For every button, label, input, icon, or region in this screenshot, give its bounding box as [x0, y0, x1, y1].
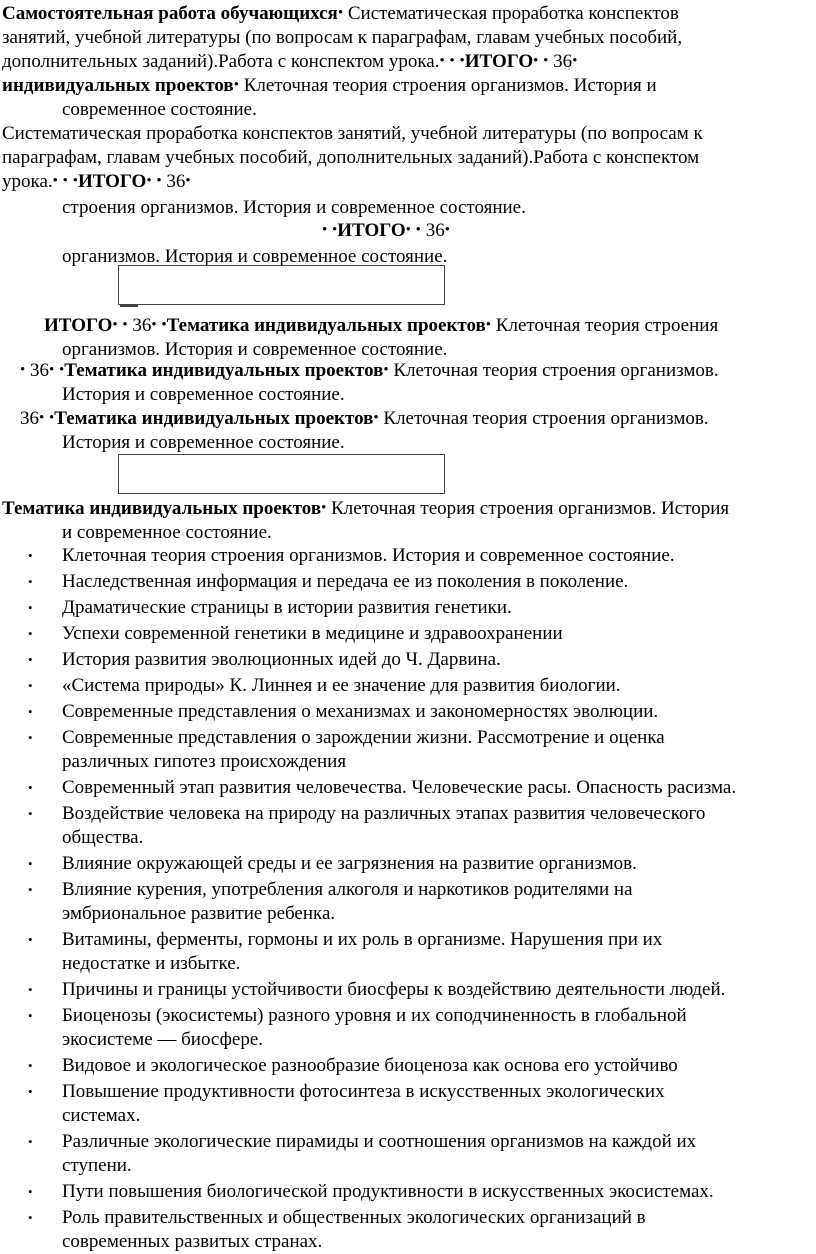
list-bullet-icon: • — [28, 678, 33, 693]
topic-text-line: Влияние окружающей среды и ее загрязнения на развитие организмов. — [62, 853, 637, 874]
list-bullet-icon: • — [28, 932, 33, 947]
bullet-dot: • — [444, 222, 450, 238]
topic-item — [0, 1130, 816, 1178]
list-bullet-icon: • — [28, 856, 33, 871]
topic-text-line: Различные экологические пирамиды и соотношения организмов на каждой их — [62, 1131, 697, 1152]
topic-text-line: Современный этап развития человечества. Человеческие расы. Опасность расизма. — [62, 777, 737, 798]
block5-line-2: История и современное состояние. — [62, 384, 345, 405]
topic-item — [0, 1080, 816, 1128]
bullet-dot: • — [112, 317, 118, 333]
bullet-dot: • — [151, 317, 157, 333]
topic-text-line: Видовое и экологическое разнообразие биоценоза как основа его устойчиво — [62, 1055, 678, 1076]
total-36: 36 — [166, 171, 186, 192]
topic-text-line: Воздействие человека на природу на различных этапах развития человеческого — [62, 803, 706, 824]
header-line-4 — [2, 74, 657, 98]
topic-text-line: Наследственная информация и передача ее из поколения в поколение. — [62, 571, 629, 592]
block3-line-2: организмов. История и современное состояние. — [62, 246, 448, 267]
header-line3-text: дополнительных заданий).Работа с конспектом урока. — [2, 51, 440, 72]
bullet-dot: • — [337, 5, 344, 21]
topic-item — [0, 648, 816, 672]
header-line-3 — [2, 50, 577, 74]
itogo-label: ИТОГО — [77, 171, 147, 192]
block2-line-2: параграфам, главам учебных пособий, дополнительных заданий).Работа с конспектом — [2, 147, 700, 168]
list-bullet-icon: • — [28, 704, 33, 719]
total-36: 36 — [20, 408, 39, 429]
bullet-dot: • — [156, 173, 162, 189]
bullet-dot: • — [52, 173, 58, 189]
list-bullet-icon: • — [28, 730, 33, 745]
block5-rest: Клеточная теория строения организмов. — [388, 360, 719, 381]
list-bullet-icon: • — [28, 1058, 33, 1073]
topic-text-line: Биоценозы (экосистемы) разного уровня и их соподчиненность в глобальной — [62, 1005, 687, 1026]
topic-text-line: История развития эволюционных идей до Ч. Дарвина. — [62, 649, 501, 670]
topics-list — [0, 544, 816, 1254]
bullet-dot: • — [72, 173, 78, 189]
bullet-dot: • — [449, 53, 455, 69]
bullet-dot: • — [49, 410, 55, 426]
topic-text-line: Витамины, ферменты, гормоны и их роль в организме. Нарушения при их — [62, 929, 663, 950]
list-bullet-icon: • — [28, 600, 33, 615]
list-bullet-icon: • — [28, 1084, 33, 1099]
list-bullet-icon: • — [28, 982, 33, 997]
bullet-dot: • — [405, 222, 411, 238]
bullet-dot: • — [122, 317, 128, 333]
block2-line3-prefix: урока. — [2, 171, 53, 192]
list-bullet-icon: • — [28, 652, 33, 667]
list-bullet-icon: • — [28, 626, 33, 641]
topic-text-line: экосистеме — биосфере. — [62, 1029, 264, 1050]
topic-text-line: Клеточная теория строения организмов. История и современное состояние. — [62, 545, 675, 566]
topic-item — [0, 978, 816, 1002]
topic-item — [0, 1054, 816, 1078]
topic-text-line: Повышение продуктивности фотосинтеза в искусственных экологических — [62, 1081, 665, 1102]
block4-rest: Клеточная теория строения — [491, 315, 719, 336]
topic-item — [0, 776, 816, 800]
header-line1-rest: Систематическая проработка конспектов — [343, 3, 679, 24]
block6-line-1 — [20, 407, 709, 431]
topic-text-line: Успехи современной генетики в медицине и здравоохранении — [62, 623, 563, 644]
bullet-dot: • — [185, 173, 191, 189]
list-bullet-icon: • — [28, 780, 33, 795]
bullet-dot: • — [321, 500, 327, 516]
block4-line-2: организмов. История и современное состояние. — [62, 339, 448, 360]
total-36: 36 — [30, 360, 50, 381]
block2-line-3 — [2, 170, 191, 194]
bullet-dot: • — [49, 362, 55, 378]
list-bullet-icon: • — [28, 882, 33, 897]
topic-text-line: Влияние курения, употребления алкоголя и наркотиков родителями на — [62, 879, 633, 900]
topic-item — [0, 544, 816, 568]
total-36: 36 — [425, 220, 445, 241]
topic-item — [0, 928, 816, 976]
bullet-dot: • — [20, 362, 26, 378]
topic-item — [0, 802, 816, 850]
topic-text-line: Современные представления о зарождении жизни. Рассмотрение и оценка — [62, 727, 665, 748]
topic-item — [0, 674, 816, 698]
topic-item — [0, 596, 816, 620]
underline-mark — [120, 305, 138, 307]
projects-theme-heading: Тематика индивидуальных проектов — [54, 408, 374, 429]
list-bullet-icon: • — [28, 1008, 33, 1023]
projects-theme-heading: Тематика индивидуальных проектов — [2, 498, 322, 519]
topic-text-line: различных гипотез происхождения — [62, 751, 347, 772]
bullet-dot: • — [62, 173, 68, 189]
topic-text-line: Современные представления о механизмах и закономерностях эволюции. — [62, 701, 659, 722]
block7-line-2: и современное состояние. — [62, 522, 272, 543]
block7-rest: Клеточная теория строения организмов. История — [326, 498, 730, 519]
projects-theme-heading: Тематика индивидуальных проектов — [64, 360, 384, 381]
bullet-dot: • — [485, 317, 492, 333]
block6-line-2: История и современное состояние. — [62, 432, 345, 453]
total-36: 36 — [553, 51, 573, 72]
block2-line-1: Систематическая проработка конспектов занятий, учебной литературы (по вопросам к — [2, 123, 703, 144]
header-bold-intro: Самостоятельная работа обучающихся — [2, 3, 338, 24]
list-bullet-icon: • — [28, 548, 33, 563]
bullet-dot: • — [233, 77, 239, 93]
bullet-dot: • — [383, 362, 389, 378]
bullet-dot: • — [373, 410, 379, 426]
bullet-dot: • — [415, 222, 421, 238]
topic-text-line: Пути повышения биологической продуктивности в искусственных экосистемах. — [62, 1181, 714, 1202]
block3-itogo-line — [322, 219, 450, 243]
block7-line-1 — [2, 497, 729, 521]
itogo-label: ИТОГО — [337, 220, 406, 241]
list-bullet-icon: • — [28, 1210, 33, 1225]
block6-rest: Клеточная теория строения организмов. — [378, 408, 709, 429]
topic-text-line: общества. — [62, 827, 144, 848]
itogo-label: ИТОГО — [44, 315, 113, 336]
block5-line-1 — [20, 359, 719, 383]
topic-item — [0, 1206, 816, 1254]
topic-text-line: эмбриональное развитие ребенка. — [62, 903, 336, 924]
header-line-5: современное состояние. — [62, 99, 257, 120]
list-bullet-icon: • — [28, 574, 33, 589]
empty-table-cell — [118, 265, 445, 305]
topic-item — [0, 1180, 816, 1204]
bullet-dot: • — [146, 173, 152, 189]
topic-text-line: системах. — [62, 1105, 141, 1126]
bullet-dot: • — [161, 317, 167, 333]
block3-line-1: строения организмов. История и современное состояние. — [62, 197, 526, 218]
topic-text-line: Драматические страницы в истории развития генетики. — [62, 597, 512, 618]
list-bullet-icon: • — [28, 1134, 33, 1149]
topic-item — [0, 878, 816, 926]
empty-table-cell — [118, 454, 445, 494]
bullet-dot: • — [439, 53, 445, 69]
total-36: 36 — [132, 315, 152, 336]
bullet-dot: • — [572, 53, 578, 69]
header-line4-rest: Клеточная теория строения организмов. История и — [238, 75, 657, 96]
topic-text-line: недостатке и избытке. — [62, 953, 241, 974]
topic-item — [0, 852, 816, 876]
topic-text-line: ступени. — [62, 1155, 132, 1176]
list-bullet-icon: • — [28, 1184, 33, 1199]
header-line-2: занятий, учебной литературы (по вопросам к параграфам, главам учебных пособий, — [2, 27, 683, 48]
topic-item — [0, 700, 816, 724]
bullet-dot: • — [543, 53, 549, 69]
block4-line-1 — [44, 314, 718, 338]
topic-text-line: Роль правительственных и общественных экологических организаций в — [62, 1207, 646, 1228]
itogo-label: ИТОГО — [464, 51, 534, 72]
topic-item — [0, 570, 816, 594]
projects-theme-heading: Тематика индивидуальных проектов — [166, 315, 486, 336]
list-bullet-icon: • — [28, 806, 33, 821]
topic-item — [0, 1004, 816, 1052]
topic-item — [0, 622, 816, 646]
bullet-dot: • — [59, 362, 65, 378]
bullet-dot: • — [533, 53, 539, 69]
topic-text-line: «Система природы» К. Линнея и ее значение для развития биологии. — [62, 675, 621, 696]
bullet-dot: • — [459, 53, 465, 69]
topic-text-line: современных развитых странах. — [62, 1231, 323, 1252]
topic-text-line: Причины и границы устойчивости биосферы к воздействию деятельности людей. — [62, 979, 726, 1000]
bullet-dot: • — [39, 410, 45, 426]
header-bold-projects: индивидуальных проектов — [2, 75, 234, 96]
bullet-dot: • — [322, 222, 328, 238]
header-line-1 — [2, 2, 679, 26]
topic-item — [0, 726, 816, 774]
bullet-dot: • — [332, 222, 338, 238]
